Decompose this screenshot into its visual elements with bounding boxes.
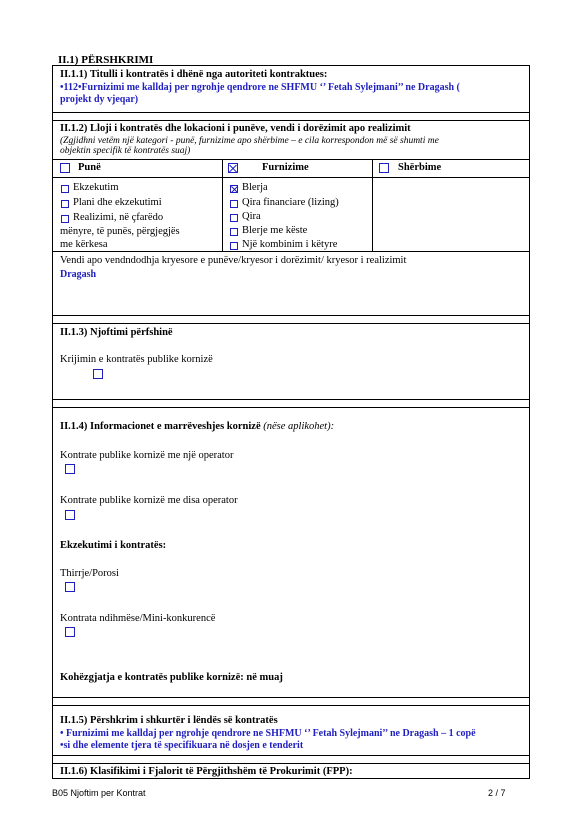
furnizime-lizing-checkbox[interactable] — [230, 200, 238, 208]
form-frame — [52, 65, 530, 779]
pune-plani-label: Plani dhe ekzekutimi — [73, 197, 162, 208]
mini-competition-label: Kontrata ndihmëse/Mini-konkurencë — [60, 613, 216, 624]
description-line1: • Furnizimi me kalldaj per ngrohje qendrore ne SHFMU ‘’ Fetah Sylejmani’’ ne Dragash – 1 copë — [60, 728, 476, 739]
notice-heading: II.1.3) Njoftimi përfshinë — [60, 327, 173, 338]
description-line2: •si dhe elemente tjera të specifikuara në dosjen e tenderit — [60, 740, 304, 751]
footer-doc-name: B05 Njoftim per Kontrat — [52, 788, 146, 798]
pune-ekzekutim-label: Ekzekutim — [73, 182, 119, 193]
type-note-line1: (Zgjidhni vetëm një kategori - punë, furnizime apo shërbime – e cila korrespondon më së shumti me — [60, 136, 439, 146]
type-note-line2: objektin specifik të kontratës suaj) — [60, 146, 191, 156]
pune-realizimi-label: Realizimi, në çfarëdo — [73, 212, 164, 223]
type-heading: II.1.2) Lloji i kontratës dhe lokacioni i punëve, vendi i dorëzimit apo realizimit — [60, 123, 411, 134]
footer-page-number: 2 / 7 — [488, 788, 506, 798]
pune-realizimi-checkbox[interactable] — [61, 215, 69, 223]
category-furnizime-label: Furnizime — [262, 162, 309, 173]
furnizime-blerja-checkbox[interactable] — [230, 185, 238, 193]
pune-realizimi-cont1: mënyre, të punës, përgjegjës — [60, 226, 180, 237]
furnizime-qira-label: Qira — [242, 211, 261, 222]
framework-info-note: (nëse aplikohet): — [263, 421, 335, 432]
column-divider — [372, 159, 373, 251]
divider — [53, 705, 529, 706]
order-checkbox[interactable] — [65, 582, 75, 592]
furnizime-lizing-label: Qira financiare (lizing) — [242, 197, 339, 208]
category-furnizime-checkbox[interactable] — [228, 163, 238, 173]
pune-realizimi-cont2: me kërkesa — [60, 239, 108, 250]
furnizime-blerja-label: Blerja — [242, 182, 268, 193]
cpv-heading: II.1.6) Klasifikimi i Fjalorit të Përgjithshëm të Prokurimit (FPP): — [60, 766, 353, 777]
category-pune-checkbox[interactable] — [60, 163, 70, 173]
divider — [53, 407, 529, 408]
divider — [53, 763, 529, 764]
one-operator-label: Kontrate publike kornizë me një operator — [60, 450, 234, 461]
divider — [53, 177, 529, 178]
title-heading: II.1.1) Titulli i kontratës i dhënë nga autoriteti kontraktues: — [60, 69, 328, 80]
duration-label: Kohëzgjatja e kontratës publike kornizë: në muaj — [60, 672, 283, 683]
divider — [53, 120, 529, 121]
framework-option-label: Krijimin e kontratës publike kornizë — [60, 354, 213, 365]
furnizime-kombinim-checkbox[interactable] — [230, 242, 238, 250]
many-operator-label: Kontrate publike kornizë me disa operator — [60, 495, 238, 506]
title-value-line1: •112•Furnizimi me kalldaj per ngrohje qendrore ne SHFMU ‘’ Fetah Sylejmani’’ ne Dragash ( — [60, 82, 460, 93]
category-pune-label: Punë — [78, 162, 101, 173]
column-divider — [222, 159, 223, 251]
furnizime-qira-checkbox[interactable] — [230, 214, 238, 222]
divider — [53, 112, 529, 113]
execution-heading: Ekzekutimi i kontratës: — [60, 540, 167, 551]
description-heading: II.1.5) Përshkrim i shkurtër i lëndës së kontratës — [60, 715, 278, 726]
furnizime-keste-checkbox[interactable] — [230, 228, 238, 236]
divider — [53, 323, 529, 324]
category-sherbime-checkbox[interactable] — [379, 163, 389, 173]
framework-checkbox[interactable] — [93, 369, 103, 379]
location-value: Dragash — [60, 269, 97, 280]
section-title: II.1) PËRSHKRIMI — [58, 54, 154, 66]
divider — [53, 315, 529, 316]
pune-ekzekutim-checkbox[interactable] — [61, 185, 69, 193]
one-operator-checkbox[interactable] — [65, 464, 75, 474]
framework-info-heading: II.1.4) Informacionet e marrëveshjes kornizë — [60, 421, 261, 432]
title-value-line2: projekt dy vjeqar) — [60, 94, 139, 105]
furnizime-keste-label: Blerje me këste — [242, 225, 308, 236]
divider — [53, 159, 529, 160]
order-label: Thirrje/Porosi — [60, 568, 119, 579]
category-sherbime-label: Shërbime — [398, 162, 442, 173]
mini-competition-checkbox[interactable] — [65, 627, 75, 637]
location-label: Vendi apo vendndodhja kryesore e punëve/kryesor i dorëzimit/ kryesor i realizimit — [60, 255, 407, 266]
divider — [53, 697, 529, 698]
furnizime-kombinim-label: Një kombinim i këtyre — [242, 239, 338, 250]
pune-plani-checkbox[interactable] — [61, 200, 69, 208]
divider — [53, 399, 529, 400]
divider — [53, 251, 529, 252]
divider — [53, 755, 529, 756]
many-operator-checkbox[interactable] — [65, 510, 75, 520]
